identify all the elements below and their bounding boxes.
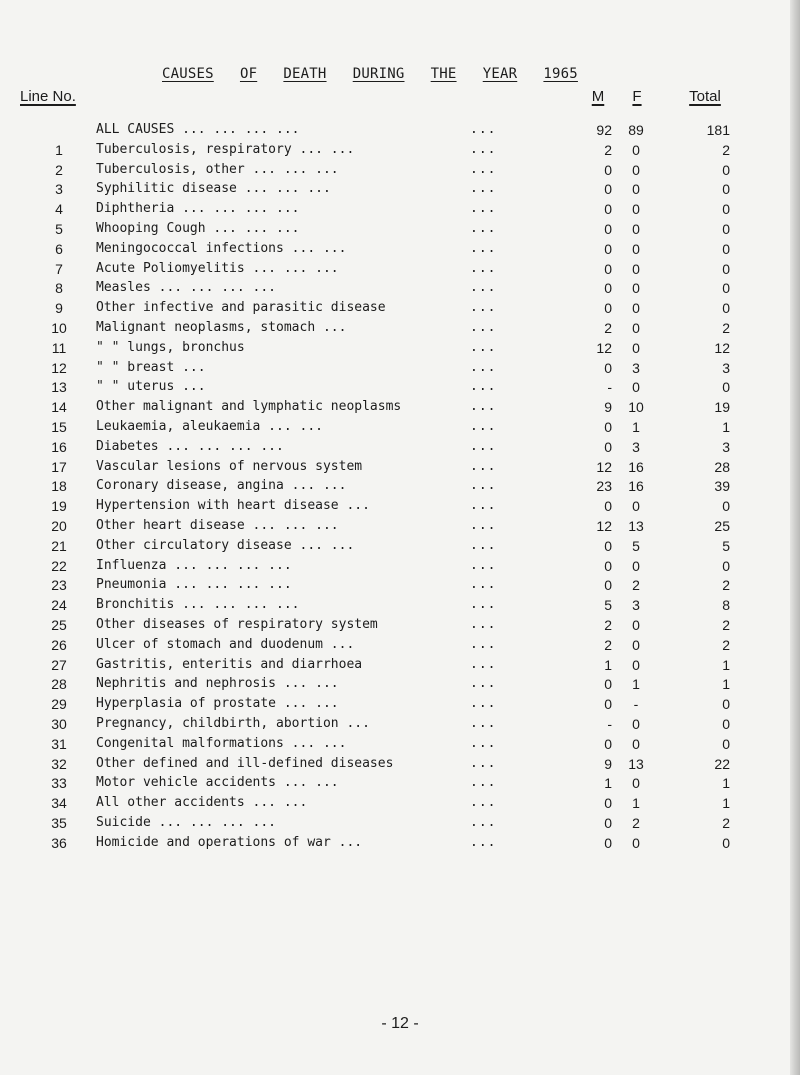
cause-cell: Pneumonia ... ... ... ... bbox=[96, 577, 292, 593]
cause-cell: Bronchitis ... ... ... ... bbox=[96, 597, 300, 613]
cause-cell: Leukaemia, aleukaemia ... ... bbox=[96, 418, 323, 434]
table-row bbox=[0, 714, 800, 734]
total-count-cell: 0 bbox=[722, 735, 730, 752]
table-row bbox=[0, 635, 800, 655]
leader-dots: ... bbox=[470, 498, 497, 514]
cause-cell: Homicide and operations of war ... bbox=[96, 834, 363, 850]
cause-cell: Congenital malformations ... ... bbox=[96, 735, 347, 751]
title-word: CAUSES bbox=[162, 66, 214, 82]
line-number-cell: 24 bbox=[51, 597, 67, 614]
table-row bbox=[0, 120, 800, 140]
cause-cell: Coronary disease, angina ... ... bbox=[96, 478, 347, 494]
male-count-cell: 12 bbox=[596, 517, 612, 534]
line-no-header: Line No. bbox=[20, 88, 76, 105]
cause-cell: All other accidents ... ... bbox=[96, 795, 308, 811]
male-count-cell: 0 bbox=[604, 498, 612, 515]
male-count-cell: 0 bbox=[604, 438, 612, 455]
table-row bbox=[0, 754, 800, 774]
leader-dots: ... bbox=[470, 735, 497, 751]
line-number-cell: 16 bbox=[51, 438, 67, 455]
female-count-cell: 0 bbox=[632, 300, 640, 317]
cause-cell: ALL CAUSES ... ... ... ... bbox=[96, 122, 300, 137]
leader-dots: ... bbox=[470, 557, 497, 573]
leader-dots: ... bbox=[470, 775, 497, 791]
line-number-cell: 20 bbox=[51, 517, 67, 534]
male-count-cell: 0 bbox=[604, 735, 612, 752]
total-count-cell: 0 bbox=[722, 181, 730, 198]
table-row bbox=[0, 179, 800, 199]
line-number-cell: 19 bbox=[51, 498, 67, 515]
total-count-cell: 0 bbox=[722, 161, 730, 178]
female-count-cell: 0 bbox=[632, 141, 640, 158]
leader-dots: ... bbox=[470, 696, 497, 712]
total-count-cell: 0 bbox=[722, 300, 730, 317]
female-count-cell: 2 bbox=[632, 814, 640, 831]
total-count-cell: 0 bbox=[722, 498, 730, 515]
female-count-cell: 16 bbox=[628, 458, 644, 475]
line-number-cell: 10 bbox=[51, 319, 67, 336]
leader-dots: ... bbox=[470, 240, 497, 256]
line-number-cell: 34 bbox=[51, 795, 67, 812]
total-count-cell: 2 bbox=[722, 141, 730, 158]
line-number-cell: 21 bbox=[51, 537, 67, 554]
cause-cell: Hyperplasia of prostate ... ... bbox=[96, 696, 339, 712]
line-number-cell: 23 bbox=[51, 577, 67, 594]
table-row bbox=[0, 655, 800, 675]
leader-dots: ... bbox=[470, 161, 497, 177]
male-count-cell: 2 bbox=[604, 616, 612, 633]
female-count-cell: 3 bbox=[632, 597, 640, 614]
table-row bbox=[0, 694, 800, 714]
cause-cell: Meningococcal infections ... ... bbox=[96, 240, 347, 256]
leader-dots: ... bbox=[470, 795, 497, 811]
table-row bbox=[0, 516, 800, 536]
cause-cell: Syphilitic disease ... ... ... bbox=[96, 181, 331, 197]
female-count-cell: 0 bbox=[632, 220, 640, 237]
female-count-cell: 13 bbox=[628, 755, 644, 772]
leader-dots: ... bbox=[470, 676, 497, 692]
leader-dots: ... bbox=[470, 616, 497, 632]
table-row bbox=[0, 259, 800, 279]
page-number: - 12 - bbox=[381, 1015, 419, 1032]
table-row bbox=[0, 160, 800, 180]
line-number-cell: 33 bbox=[51, 775, 67, 792]
total-count-cell: 5 bbox=[722, 537, 730, 554]
table-row bbox=[0, 773, 800, 793]
line-number-cell: 22 bbox=[51, 557, 67, 574]
male-count-cell: 12 bbox=[596, 339, 612, 356]
leader-dots: ... bbox=[470, 537, 497, 553]
table-row bbox=[0, 813, 800, 833]
leader-dots: ... bbox=[470, 577, 497, 593]
cause-cell: Gastritis, enteritis and diarrhoea bbox=[96, 656, 363, 672]
cause-cell: Pregnancy, childbirth, abortion ... bbox=[96, 715, 370, 731]
total-count-cell: 2 bbox=[722, 616, 730, 633]
cause-cell: Other circulatory disease ... ... bbox=[96, 537, 355, 553]
leader-dots: ... bbox=[470, 260, 497, 276]
male-count-cell: 0 bbox=[604, 181, 612, 198]
total-count-cell: 28 bbox=[714, 458, 730, 475]
table-row bbox=[0, 298, 800, 318]
female-count-cell: 0 bbox=[632, 201, 640, 218]
table-row bbox=[0, 496, 800, 516]
leader-dots: ... bbox=[470, 300, 497, 316]
female-count-cell: 16 bbox=[628, 478, 644, 495]
male-count-cell: 0 bbox=[604, 795, 612, 812]
male-count-cell: 0 bbox=[604, 220, 612, 237]
leader-dots: ... bbox=[470, 438, 497, 454]
male-count-cell: 1 bbox=[604, 656, 612, 673]
line-number-cell: 3 bbox=[55, 181, 63, 198]
cause-cell: Whooping Cough ... ... ... bbox=[96, 220, 300, 236]
line-number-cell: 17 bbox=[51, 458, 67, 475]
female-count-cell: 1 bbox=[632, 418, 640, 435]
total-count-cell: 1 bbox=[722, 795, 730, 812]
female-count-cell: 10 bbox=[628, 399, 644, 416]
table-row bbox=[0, 793, 800, 813]
line-number-cell: 36 bbox=[51, 834, 67, 851]
table-row bbox=[0, 556, 800, 576]
leader-dots: ... bbox=[470, 478, 497, 494]
total-count-cell: 0 bbox=[722, 201, 730, 218]
male-count-cell: 2 bbox=[604, 636, 612, 653]
female-count-cell: 1 bbox=[632, 676, 640, 693]
leader-dots: ... bbox=[470, 636, 497, 652]
total-count-cell: 2 bbox=[722, 636, 730, 653]
total-count-cell: 22 bbox=[714, 755, 730, 772]
female-count-cell: 3 bbox=[632, 359, 640, 376]
total-count-cell: 181 bbox=[706, 122, 730, 138]
table-row bbox=[0, 437, 800, 457]
female-count-cell: 0 bbox=[632, 181, 640, 198]
male-count-cell: 2 bbox=[604, 319, 612, 336]
cause-cell: Other diseases of respiratory system bbox=[96, 616, 378, 632]
leader-dots: ... bbox=[470, 399, 497, 415]
total-count-cell: 1 bbox=[722, 775, 730, 792]
cause-cell: Ulcer of stomach and duodenum ... bbox=[96, 636, 355, 652]
line-number-cell: 25 bbox=[51, 616, 67, 633]
table-row bbox=[0, 199, 800, 219]
female-count-cell: 0 bbox=[632, 656, 640, 673]
male-count-cell: 0 bbox=[604, 696, 612, 713]
female-count-cell: 5 bbox=[632, 537, 640, 554]
female-count-cell: 13 bbox=[628, 517, 644, 534]
page-title bbox=[162, 66, 578, 82]
female-count-cell: 0 bbox=[632, 498, 640, 515]
male-count-cell: 0 bbox=[604, 676, 612, 693]
male-count-cell: 0 bbox=[604, 537, 612, 554]
table-row bbox=[0, 377, 800, 397]
male-count-cell: 9 bbox=[604, 399, 612, 416]
table-row bbox=[0, 536, 800, 556]
line-number-cell: 7 bbox=[55, 260, 63, 277]
male-count-cell: 0 bbox=[604, 280, 612, 297]
total-count-cell: 39 bbox=[714, 478, 730, 495]
total-count-cell: 1 bbox=[722, 418, 730, 435]
leader-dots: ... bbox=[470, 141, 497, 157]
total-count-cell: 0 bbox=[722, 280, 730, 297]
table-row bbox=[0, 219, 800, 239]
line-number-cell: 27 bbox=[51, 656, 67, 673]
male-count-cell: - bbox=[607, 715, 612, 732]
table-row bbox=[0, 358, 800, 378]
male-count-cell: 0 bbox=[604, 300, 612, 317]
total-count-cell: 3 bbox=[722, 359, 730, 376]
table-row bbox=[0, 318, 800, 338]
total-count-cell: 0 bbox=[722, 379, 730, 396]
male-count-cell: 12 bbox=[596, 458, 612, 475]
leader-dots: ... bbox=[470, 280, 497, 296]
cause-cell: Other heart disease ... ... ... bbox=[96, 517, 339, 533]
total-count-cell: 0 bbox=[722, 715, 730, 732]
total-count-cell: 2 bbox=[722, 577, 730, 594]
line-number-cell: 11 bbox=[51, 339, 67, 356]
leader-dots: ... bbox=[470, 517, 497, 533]
line-number-cell: 28 bbox=[51, 676, 67, 693]
total-header: Total bbox=[689, 88, 721, 105]
table-row bbox=[0, 674, 800, 694]
table-row bbox=[0, 575, 800, 595]
line-number-cell: 26 bbox=[51, 636, 67, 653]
cause-cell: Diabetes ... ... ... ... bbox=[96, 438, 284, 454]
line-number-cell: 9 bbox=[55, 300, 63, 317]
total-count-cell: 0 bbox=[722, 696, 730, 713]
leader-dots: ... bbox=[470, 181, 497, 197]
cause-cell: Other defined and ill-defined diseases bbox=[96, 755, 394, 771]
cause-cell: Tuberculosis, respiratory ... ... bbox=[96, 141, 355, 157]
line-number-cell: 4 bbox=[55, 201, 63, 218]
cause-cell: Tuberculosis, other ... ... ... bbox=[96, 161, 339, 177]
table-row bbox=[0, 833, 800, 853]
total-count-cell: 25 bbox=[714, 517, 730, 534]
leader-dots: ... bbox=[470, 656, 497, 672]
title-word: THE bbox=[430, 66, 457, 82]
cause-cell: Suicide ... ... ... ... bbox=[96, 814, 277, 830]
line-number-cell: 1 bbox=[55, 141, 63, 158]
cause-cell: Influenza ... ... ... ... bbox=[96, 557, 292, 573]
female-count-cell: 0 bbox=[632, 319, 640, 336]
female-count-cell: 2 bbox=[632, 577, 640, 594]
title-word: DURING bbox=[352, 66, 405, 82]
table-row bbox=[0, 615, 800, 635]
cause-cell: Acute Poliomyelitis ... ... ... bbox=[96, 260, 339, 276]
female-count-cell: 0 bbox=[632, 379, 640, 396]
line-number-cell: 31 bbox=[51, 735, 67, 752]
cause-cell: Motor vehicle accidents ... ... bbox=[96, 775, 339, 791]
leader-dots: ... bbox=[470, 319, 497, 335]
cause-cell: Malignant neoplasms, stomach ... bbox=[96, 319, 347, 335]
table-row bbox=[0, 595, 800, 615]
male-count-cell: 5 bbox=[604, 597, 612, 614]
line-number-cell: 6 bbox=[55, 240, 63, 257]
male-count-cell: 92 bbox=[596, 122, 612, 138]
female-count-cell: 0 bbox=[632, 260, 640, 277]
total-count-cell: 1 bbox=[722, 656, 730, 673]
male-count-cell: 2 bbox=[604, 141, 612, 158]
female-count-cell: 0 bbox=[632, 240, 640, 257]
female-count-cell: 0 bbox=[632, 636, 640, 653]
total-count-cell: 12 bbox=[714, 339, 730, 356]
female-count-cell: 0 bbox=[632, 616, 640, 633]
male-count-cell: 0 bbox=[604, 814, 612, 831]
male-count-cell: 23 bbox=[596, 478, 612, 495]
male-count-cell: 0 bbox=[604, 577, 612, 594]
cause-cell: " " uterus ... bbox=[96, 379, 206, 395]
line-number-cell: 35 bbox=[51, 814, 67, 831]
cause-cell: Vascular lesions of nervous system bbox=[96, 458, 363, 474]
female-count-cell: 0 bbox=[632, 735, 640, 752]
leader-dots: ... bbox=[470, 359, 497, 375]
table-row bbox=[0, 734, 800, 754]
male-count-cell: 0 bbox=[604, 161, 612, 178]
male-header: M bbox=[591, 88, 605, 105]
cause-cell: " " breast ... bbox=[96, 359, 206, 375]
title-word: DEATH bbox=[283, 66, 327, 82]
leader-dots: ... bbox=[470, 834, 497, 850]
table-row bbox=[0, 417, 800, 437]
total-count-cell: 2 bbox=[722, 814, 730, 831]
female-count-cell: 0 bbox=[632, 280, 640, 297]
female-count-cell: 0 bbox=[632, 161, 640, 178]
table-row bbox=[0, 278, 800, 298]
female-header: F bbox=[632, 88, 642, 105]
leader-dots: ... bbox=[470, 201, 497, 217]
total-count-cell: 0 bbox=[722, 240, 730, 257]
total-count-cell: 0 bbox=[722, 260, 730, 277]
line-number-cell: 29 bbox=[51, 696, 67, 713]
total-count-cell: 3 bbox=[722, 438, 730, 455]
line-number-cell: 18 bbox=[51, 478, 67, 495]
cause-cell: Diphtheria ... ... ... ... bbox=[96, 201, 300, 217]
total-count-cell: 19 bbox=[714, 399, 730, 416]
leader-dots: ... bbox=[470, 339, 497, 355]
cause-cell: " " lungs, bronchus bbox=[96, 339, 245, 355]
column-header-row bbox=[0, 88, 800, 110]
cause-cell: Hypertension with heart disease ... bbox=[96, 498, 370, 514]
title-word: 1965 bbox=[543, 66, 578, 82]
female-count-cell: 0 bbox=[632, 715, 640, 732]
leader-dots: ... bbox=[470, 220, 497, 236]
leader-dots: ... bbox=[470, 597, 497, 613]
cause-cell: Other malignant and lymphatic neoplasms bbox=[96, 399, 402, 415]
female-count-cell: - bbox=[633, 696, 639, 713]
female-count-cell: 89 bbox=[628, 122, 644, 138]
leader-dots: ... bbox=[470, 379, 497, 395]
female-count-cell: 0 bbox=[632, 775, 640, 792]
causes-table bbox=[0, 120, 800, 852]
total-count-cell: 0 bbox=[722, 834, 730, 851]
table-row bbox=[0, 397, 800, 417]
male-count-cell: 0 bbox=[604, 834, 612, 851]
table-row bbox=[0, 457, 800, 477]
male-count-cell: 0 bbox=[604, 359, 612, 376]
total-count-cell: 0 bbox=[722, 220, 730, 237]
male-count-cell: 0 bbox=[604, 240, 612, 257]
table-row bbox=[0, 476, 800, 496]
line-number-cell: 14 bbox=[51, 399, 67, 416]
total-count-cell: 1 bbox=[722, 676, 730, 693]
table-row bbox=[0, 239, 800, 259]
cause-cell: Other infective and parasitic disease bbox=[96, 300, 386, 316]
leader-dots: ... bbox=[470, 715, 497, 731]
female-count-cell: 1 bbox=[632, 795, 640, 812]
female-count-cell: 0 bbox=[632, 339, 640, 356]
male-count-cell: 0 bbox=[604, 418, 612, 435]
male-count-cell: - bbox=[607, 379, 612, 396]
line-number-cell: 2 bbox=[55, 161, 63, 178]
male-count-cell: 0 bbox=[604, 201, 612, 218]
cause-cell: Nephritis and nephrosis ... ... bbox=[96, 676, 339, 692]
total-count-cell: 0 bbox=[722, 557, 730, 574]
leader-dots: ... bbox=[470, 122, 497, 137]
line-number-cell: 32 bbox=[51, 755, 67, 772]
title-word: YEAR bbox=[482, 66, 518, 82]
leader-dots: ... bbox=[470, 458, 497, 474]
leader-dots: ... bbox=[470, 755, 497, 771]
male-count-cell: 9 bbox=[604, 755, 612, 772]
leader-dots: ... bbox=[470, 418, 497, 434]
table-row bbox=[0, 140, 800, 160]
title-word: OF bbox=[239, 66, 258, 82]
line-number-cell: 12 bbox=[51, 359, 67, 376]
male-count-cell: 0 bbox=[604, 557, 612, 574]
line-number-cell: 15 bbox=[51, 418, 67, 435]
total-count-cell: 8 bbox=[722, 597, 730, 614]
line-number-cell: 30 bbox=[51, 715, 67, 732]
female-count-cell: 0 bbox=[632, 557, 640, 574]
line-number-cell: 5 bbox=[55, 220, 63, 237]
female-count-cell: 3 bbox=[632, 438, 640, 455]
total-count-cell: 2 bbox=[722, 319, 730, 336]
line-number-cell: 13 bbox=[51, 379, 67, 396]
table-row bbox=[0, 338, 800, 358]
line-number-cell: 8 bbox=[55, 280, 63, 297]
leader-dots: ... bbox=[470, 814, 497, 830]
male-count-cell: 1 bbox=[604, 775, 612, 792]
male-count-cell: 0 bbox=[604, 260, 612, 277]
cause-cell: Measles ... ... ... ... bbox=[96, 280, 277, 296]
female-count-cell: 0 bbox=[632, 834, 640, 851]
